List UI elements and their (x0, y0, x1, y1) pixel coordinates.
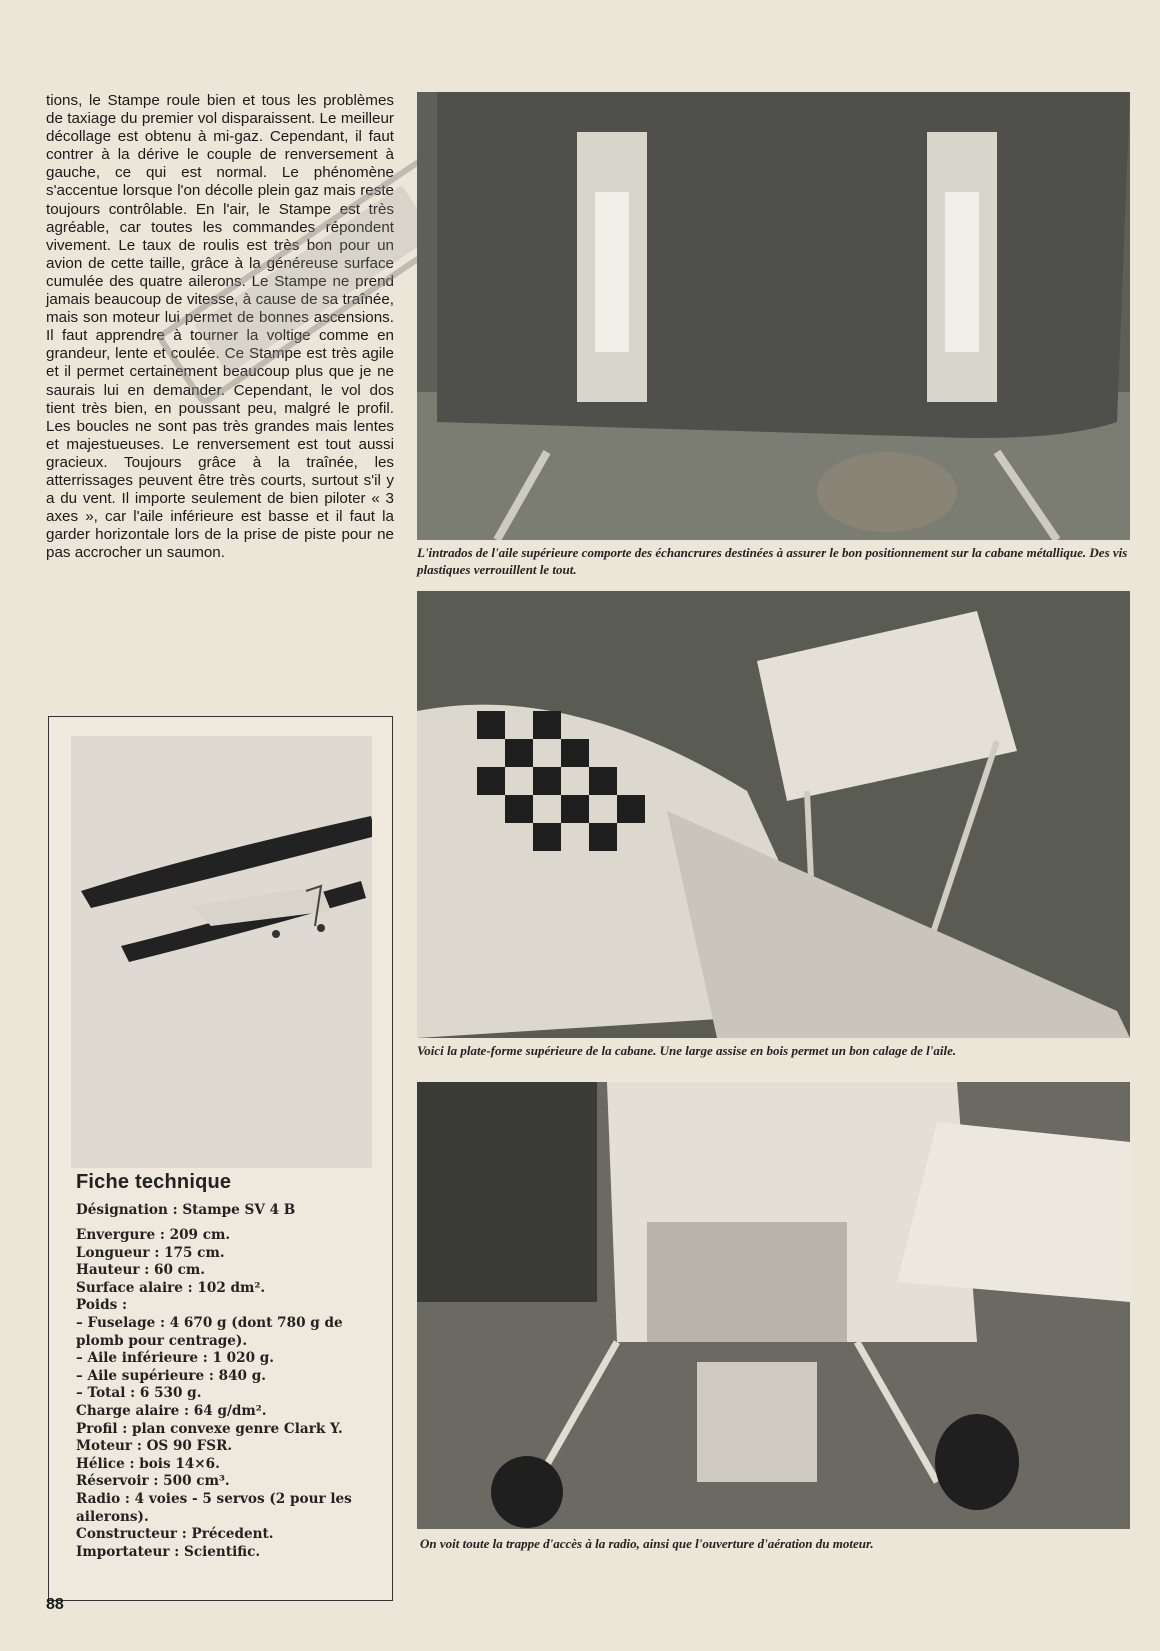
fiche-constructeur: Constructeur : Précedent. (76, 1526, 274, 1543)
fiche-title: Fiche technique (76, 1171, 232, 1193)
fiche-hauteur: Hauteur : 60 cm. (76, 1262, 206, 1279)
caption-photo-radio: On voit toute la trappe d'accès à la radio, ainsi que l'ouverture d'aération du moteur. (420, 1536, 874, 1551)
photo-cabane-platform (417, 591, 1130, 1038)
fiche-helice: Hélice : bois 14×6. (76, 1455, 220, 1472)
article-body (46, 92, 394, 562)
fiche-importateur: Importateur : Scientific. (76, 1543, 261, 1560)
fiche-surface-alaire: Surface alaire : 102 dm². (76, 1279, 266, 1296)
page-number: 88 (46, 1596, 64, 1613)
caption-photo-cabane: Voici la plate-forme supérieure de la cabane. Une large assise en bois permet un bon calage de l'aile. (417, 1043, 957, 1058)
fiche-total: – Total : 6 530 g. (76, 1385, 202, 1402)
fiche-charge-alaire: Charge alaire : 64 g/dm². (76, 1402, 267, 1419)
fiche-technique (76, 1169, 376, 1561)
photo-upper-wing (417, 92, 1130, 540)
fiche-poids: Poids : (76, 1297, 127, 1314)
article-paragraph: tions, le Stampe roule bien et tous les problèmes de taxiage du premier vol disparaissent. Le meilleur décollage est obtenu à mi-gaz. Cependant, il faut contrer à la dérive le couple de renversement à gauche, ce qui est normal. Le phénomène s'accentue lorsque l'on décolle plein gaz mais reste toujours contrôlable. En l'air, le Stampe est très agréable, car toutes les commandes répondent vivement. Le taux de roulis est très bon pour un avion de cette taille, grâce à la généreuse surface cumulée des quatre ailerons. Le Stampe ne prend jamais beaucoup de vitesse, à cause de sa traînée, mais son moteur lui permet de bonnes ascensions. Il faut apprendre à tourner la voltige comme en grandeur, lente et coulée. Ce Stampe est très agile et il permet certainement beaucoup plus que je ne saurais lui en demander. Cependant, le vol dos tient très bien, en poussant peu, malgré le profil. Les boucles ne sont pas très grandes mais lentes et majestueuses. Le renversement est tout aussi gracieux. Toujours grâce à la traînée, les atterrissages peuvent être très courts, surtout s'il y a du vent. Il importe seulement de bien piloter « 3 axes », car l'aile inférieure est basse et il faut la garder horizontale lors de la prise de piste pour ne pas accrocher un saumon. (46, 92, 394, 562)
fiche-designation: Désignation : Stampe SV 4 B (76, 1202, 296, 1218)
photo-radio-hatch (417, 1082, 1130, 1529)
fiche-moteur: Moteur : OS 90 FSR. (76, 1438, 233, 1455)
fiche-technique-box (48, 716, 393, 1601)
caption-photo-upper-wing: L'intrados de l'aile supérieure comporte des échancrures destinées à assurer le bon positionnement sur la cabane métallique. Des vis plastiques verrouillent le tout. (417, 545, 1128, 577)
fiche-profil: Profil : plan convexe genre Clark Y. (76, 1420, 343, 1437)
fiche-aile-inferieure: – Aile inférieure : 1 020 g. (76, 1350, 275, 1367)
fiche-reservoir: Réservoir : 500 cm³. (76, 1473, 230, 1490)
photo-biplane-in-flight (71, 736, 372, 1168)
fiche-envergure: Envergure : 209 cm. (76, 1227, 231, 1243)
fiche-radio: Radio : 4 voies - 5 servos (2 pour les ailerons). (76, 1490, 352, 1525)
fiche-longueur: Longueur : 175 cm. (76, 1244, 225, 1261)
fiche-aile-superieure: – Aile supérieure : 840 g. (76, 1367, 266, 1384)
fiche-fuselage: – Fuselage : 4 670 g (dont 780 g de plomb pour centrage). (76, 1314, 343, 1349)
